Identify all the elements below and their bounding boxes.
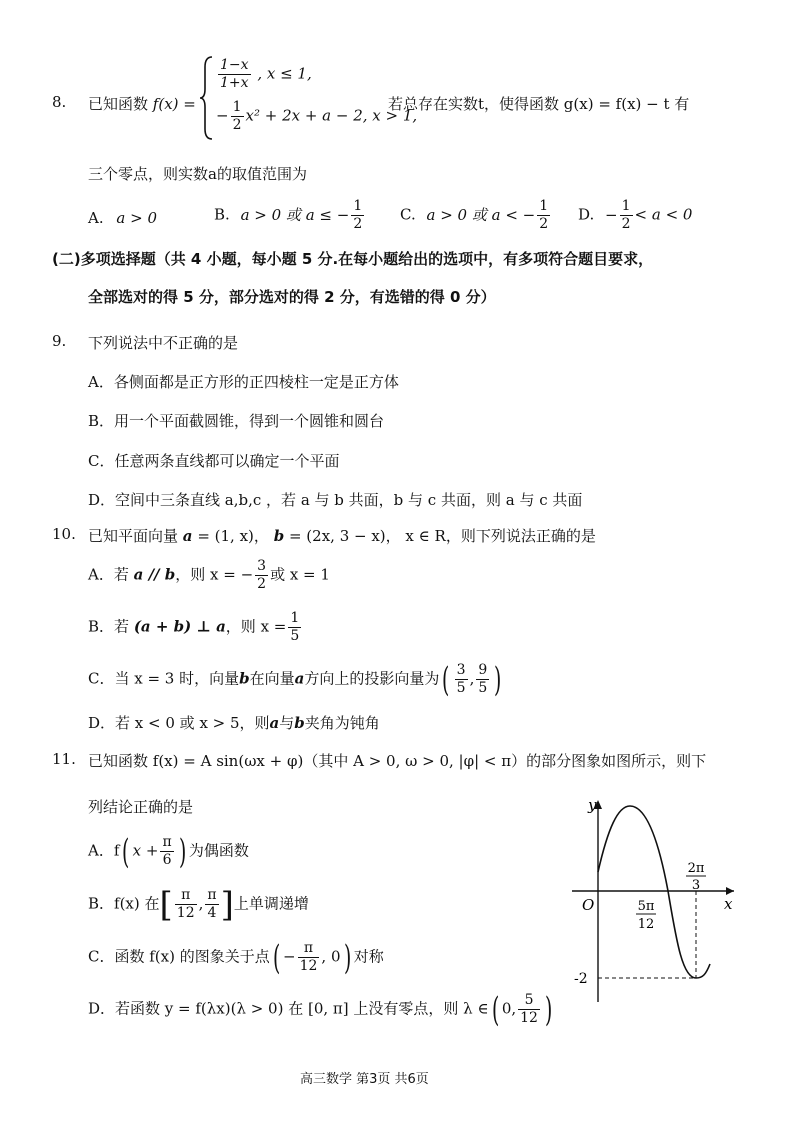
q11-b-n1: π bbox=[175, 887, 197, 905]
q10-number: 10. bbox=[52, 525, 76, 543]
q8-piece1-frac bbox=[218, 57, 251, 92]
q8-option-b-pre: a > 0 或 a ≤ − bbox=[240, 205, 350, 224]
q8-option-c-label: C. bbox=[400, 205, 416, 224]
q8-option-b-frac bbox=[351, 198, 364, 233]
q10-c-right-paren: ) bbox=[494, 659, 502, 700]
q8-option-a bbox=[88, 209, 157, 227]
q9-stem: 下列说法中不正确的是 bbox=[88, 334, 239, 352]
q8-option-a-label: A. bbox=[88, 209, 104, 227]
q10-vector-b-value: = (2x, 3 − x)， x ∈ R，则下列说法正确的是 bbox=[288, 527, 596, 545]
q8-option-d-frac bbox=[620, 198, 633, 233]
q10-a-num: 3 bbox=[257, 558, 267, 574]
q10-stem-pre: 已知平面向量 bbox=[88, 527, 179, 545]
q11-d-num: 5 bbox=[518, 992, 540, 1010]
q10-d-pre: D．若 x < 0 或 x > 5，则 bbox=[88, 714, 270, 732]
q11-d-den: 12 bbox=[520, 1010, 538, 1026]
q8-piece2-frac bbox=[231, 99, 244, 134]
q10-a-pre: A．若 bbox=[88, 565, 129, 584]
q11-option-d bbox=[88, 989, 555, 1030]
q8-option-d-num: 1 bbox=[621, 198, 631, 214]
q8-option-d-post: < a < 0 bbox=[634, 205, 693, 224]
q11-c-post: 对称 bbox=[353, 947, 384, 966]
q10-b-num: 1 bbox=[290, 610, 300, 626]
q11-option-a bbox=[88, 831, 249, 872]
q11-a-in: x + bbox=[132, 841, 159, 860]
q10-option-a bbox=[88, 558, 330, 593]
q10-c-d1: 5 bbox=[456, 680, 466, 696]
q10-d-vector-b: b bbox=[294, 714, 305, 732]
q11-b-frac1 bbox=[175, 887, 197, 922]
q10-c-frac2 bbox=[476, 662, 489, 697]
q11-c-frac bbox=[298, 940, 320, 975]
q11-c-pre: C．函数 f(x) 的图象关于点 bbox=[88, 947, 270, 966]
q8-option-c bbox=[400, 198, 552, 233]
q8-option-a-text: a > 0 bbox=[116, 209, 157, 227]
q10-d-vector-a: a bbox=[269, 714, 280, 732]
q10-b-frac bbox=[288, 610, 301, 645]
q10-b-expr: (a + b) ⊥ a bbox=[133, 617, 226, 636]
q11-a-den: 6 bbox=[162, 852, 172, 868]
q11-d-zero: 0, bbox=[501, 999, 517, 1018]
q8-option-b bbox=[214, 198, 366, 233]
q9-number: 9. bbox=[52, 332, 67, 350]
q8-option-c-num: 1 bbox=[539, 198, 549, 214]
q11-b-pre: B．f(x) 在 bbox=[88, 894, 160, 913]
q10-b-mid: ，则 x = bbox=[225, 617, 287, 636]
q8-line2: 三个零点，则实数a的取值范围为 bbox=[88, 165, 307, 183]
q11-stem: 已知函数 f(x) = A sin(ωx + φ)（其中 A > 0, ω > 0, |φ| < π）的部分图象如图所示，则下 bbox=[88, 752, 707, 770]
q8-piece2-den: 2 bbox=[232, 117, 242, 133]
q8-option-b-label: B. bbox=[214, 205, 230, 224]
q8-piece2 bbox=[216, 99, 417, 134]
q10-vector-b: b bbox=[273, 527, 285, 545]
q10-c-mid: 在向量 bbox=[249, 669, 295, 688]
q10-c-pre: C．当 x = 3 时，向量 bbox=[88, 669, 240, 688]
q8-lead-text: 已知函数 bbox=[88, 95, 149, 113]
x-axis-arrow bbox=[726, 887, 734, 895]
q8-option-c-pre: a > 0 或 a < − bbox=[426, 205, 536, 224]
ymin-label: -2 bbox=[574, 971, 588, 987]
q8-option-d-sign: − bbox=[605, 205, 618, 224]
q8-option-b-den: 2 bbox=[353, 216, 363, 232]
q8-brace bbox=[200, 55, 214, 141]
q10-c-n2: 9 bbox=[478, 662, 488, 678]
q8-piece2-num: 1 bbox=[232, 99, 242, 115]
q11-a-num: π bbox=[162, 834, 172, 850]
q8-option-d bbox=[578, 198, 692, 233]
q10-c-d2: 5 bbox=[478, 680, 488, 696]
q11-b-frac2 bbox=[205, 887, 218, 922]
q8-option-c-frac bbox=[537, 198, 550, 233]
q11-c-zero: , 0 bbox=[321, 947, 341, 966]
q11-c-rparen: ) bbox=[343, 937, 351, 978]
q8-option-b-num: 1 bbox=[353, 198, 363, 214]
q8-piece1 bbox=[216, 57, 312, 92]
q8-piece1-den: 1+x bbox=[220, 75, 249, 91]
q10-b-pre: B．若 bbox=[88, 617, 130, 636]
q11-sine-graph bbox=[568, 788, 748, 1008]
q9-option-c: C．任意两条直线都可以确定一个平面 bbox=[88, 452, 340, 470]
tick-5pi-12-den: 12 bbox=[637, 917, 655, 932]
q11-number: 11. bbox=[52, 750, 76, 768]
q11-b-n2: π bbox=[207, 887, 217, 903]
q10-vector-a: a bbox=[182, 527, 193, 545]
y-label: y bbox=[588, 796, 597, 814]
origin-label: O bbox=[582, 896, 595, 914]
q8-piece1-cond: , x ≤ 1, bbox=[257, 64, 312, 83]
q11-d-frac bbox=[518, 992, 540, 1027]
q8-number: 8. bbox=[52, 93, 67, 111]
page-footer: 高三数学 第3页 共6页 bbox=[300, 1072, 429, 1087]
q10-c-frac1 bbox=[455, 662, 468, 697]
q8-option-c-den: 2 bbox=[539, 216, 549, 232]
q10-d-post: 夹角为钝角 bbox=[304, 714, 380, 732]
q8-tail: 若总存在实数t，使得函数 g(x) = f(x) − t 有 bbox=[388, 95, 690, 113]
section-2-title: (二)多项选择题（共 4 小题，每小题 5 分.在每小题给出的选项中，有多项符合题目要求， bbox=[52, 250, 654, 268]
q11-a-pre: A．f bbox=[88, 841, 120, 860]
q10-a-post: 或 x = 1 bbox=[270, 565, 330, 584]
q10-c-n1: 3 bbox=[456, 662, 466, 678]
q11-b-post: 上单调递增 bbox=[233, 894, 309, 913]
q11-a-frac bbox=[160, 834, 173, 869]
q8-piece2-sign: − bbox=[216, 106, 229, 125]
q11-a-rparen: ) bbox=[178, 831, 186, 872]
q11-c-sign: − bbox=[283, 947, 296, 966]
q8-option-d-label: D. bbox=[578, 205, 595, 224]
q10-c-left-paren: ( bbox=[442, 659, 450, 700]
q11-a-post: 为偶函数 bbox=[188, 841, 249, 860]
q11-c-lparen: ( bbox=[272, 937, 281, 978]
q8-fx: f(x) = bbox=[152, 95, 196, 113]
q10-c-post: 方向上的投影向量为 bbox=[304, 669, 440, 688]
q10-option-c: C．当 x = 3 时，向量b在向量a方向上的投影向量为( $\frac{3}{5}$ , $\frac{9}{5}$ ) bbox=[88, 659, 502, 700]
tick-2pi-3-num: 2π bbox=[687, 861, 705, 876]
q8-option-d-den: 2 bbox=[621, 216, 631, 232]
q10-a-frac bbox=[255, 558, 268, 593]
q9-option-a: A．各侧面都是正方形的正四棱柱一定是正方体 bbox=[88, 373, 399, 391]
q10-c-vector-a: a bbox=[294, 669, 305, 688]
q11-b-d1: 12 bbox=[176, 905, 195, 921]
q10-a-parallel: a // b bbox=[133, 565, 176, 584]
q11-stem-2: 列结论正确的是 bbox=[88, 798, 194, 816]
q8-lead bbox=[88, 93, 196, 114]
q11-option-c bbox=[88, 937, 384, 978]
q10-a-mid: ，则 x = − bbox=[175, 565, 254, 584]
q9-option-b: B．用一个平面截圆锥，得到一个圆锥和圆台 bbox=[88, 412, 385, 430]
q10-b-den: 5 bbox=[290, 628, 300, 644]
q10-option-b bbox=[88, 610, 303, 645]
q8-piece1-num: 1−x bbox=[220, 57, 249, 73]
q10-d-mid: 与 bbox=[279, 714, 295, 732]
q11-b-rbracket: ] bbox=[220, 884, 234, 925]
q10-stem bbox=[88, 525, 596, 546]
q11-c-den: 12 bbox=[299, 958, 318, 974]
section-2-scoring: 全部选对的得 5 分，部分选对的得 2 分，有选错的得 0 分） bbox=[88, 288, 496, 306]
q11-d-rparen: ) bbox=[544, 989, 553, 1030]
q11-d-lparen: ( bbox=[491, 989, 499, 1030]
q11-b-d2: 4 bbox=[207, 905, 217, 921]
q8-piece2-rest: x² + 2x + a − 2, x > 1, bbox=[245, 106, 418, 125]
q10-option-d bbox=[88, 712, 380, 733]
q10-a-den: 2 bbox=[257, 576, 267, 592]
q11-a-lparen: ( bbox=[122, 831, 130, 872]
q11-option-b: B．f(x) 在[ $\frac{\pi}{12}$ , $\frac{\pi}{4}$ ]上单调递增 bbox=[88, 884, 309, 925]
q11-d-pre: D．若函数 y = f(λx)(λ > 0) 在 [0, π] 上没有零点，则 λ ∈ bbox=[88, 999, 489, 1018]
q11-b-lbracket: [ bbox=[159, 884, 173, 925]
x-label: x bbox=[724, 895, 733, 913]
q9-option-d: D．空间中三条直线 a,b,c ，若 a 与 b 共面，b 与 c 共面，则 a 与 c 共面 bbox=[88, 491, 583, 509]
tick-2pi-3-den: 3 bbox=[691, 878, 701, 893]
q11-c-num: π bbox=[298, 940, 320, 958]
q10-c-vector-b: b bbox=[239, 669, 250, 688]
q10-vector-a-value: = (1, x)， bbox=[197, 527, 269, 545]
tick-5pi-12-num: 5π bbox=[637, 899, 655, 914]
